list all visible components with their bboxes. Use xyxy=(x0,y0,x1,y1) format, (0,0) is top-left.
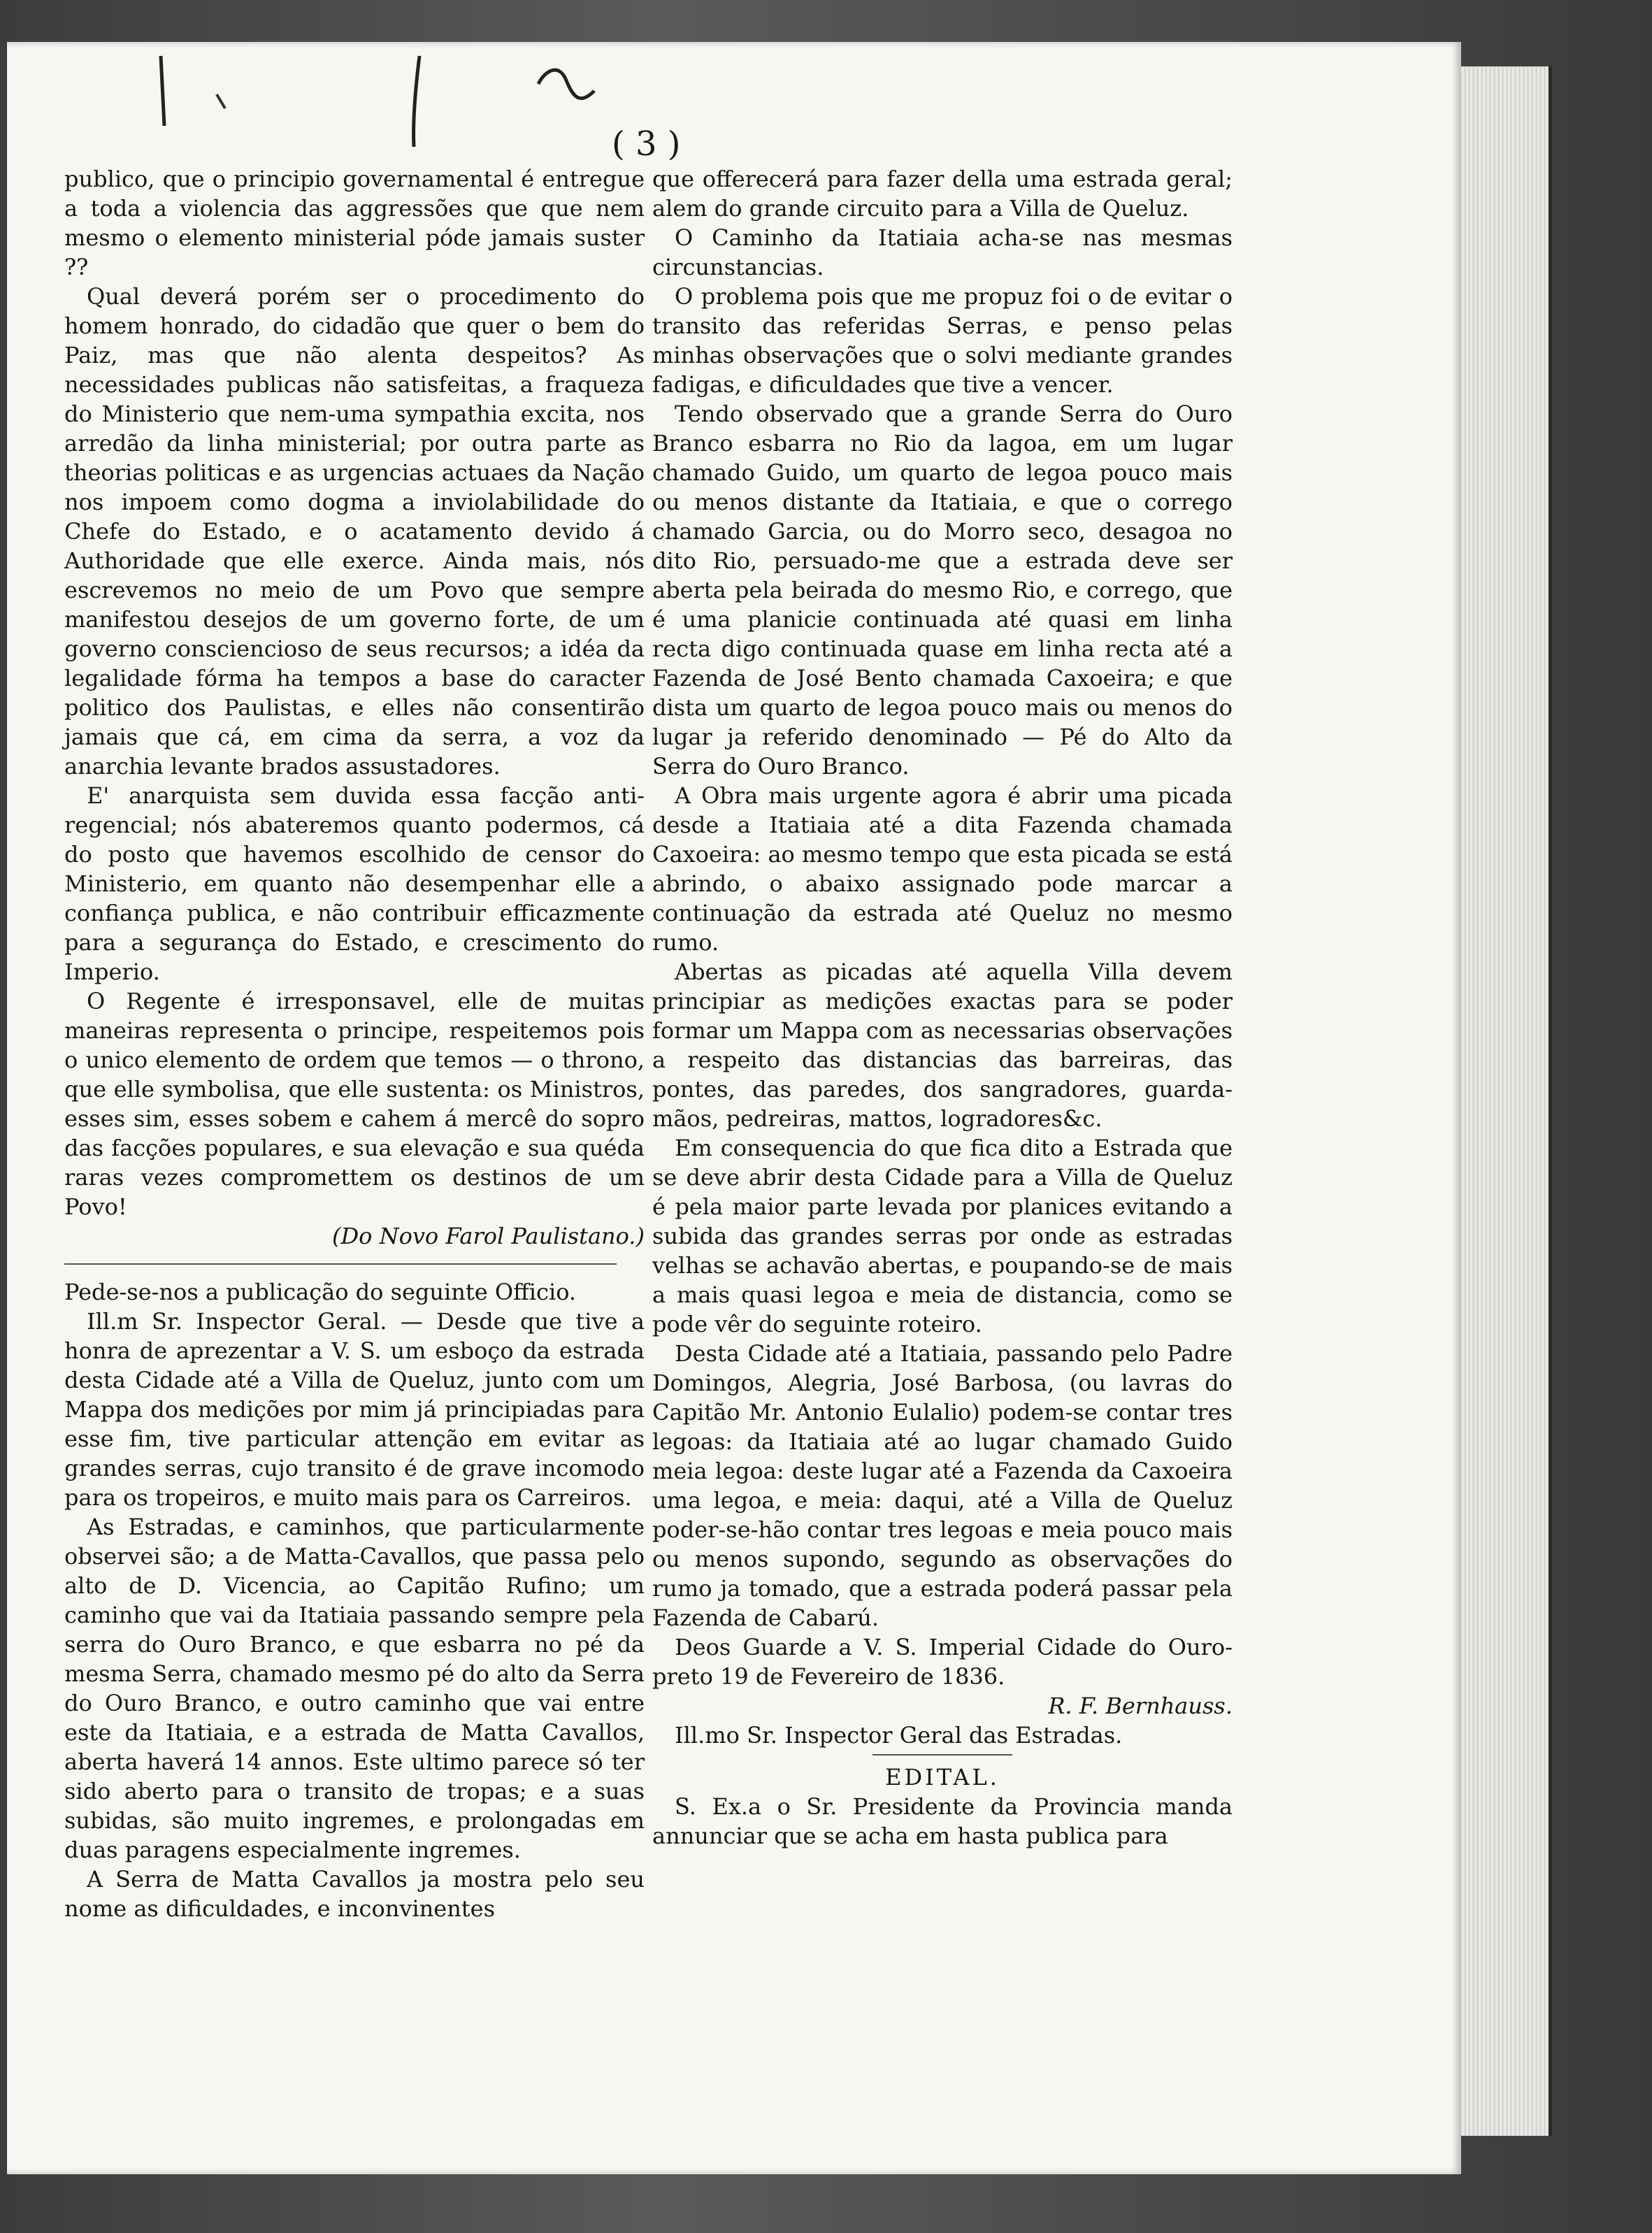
left-column xyxy=(64,164,645,1923)
letter-paragraph: Desta Cidade até a Itatiaia, passando pelo Padre Domingos, Alegria, José Barbosa, (ou lavras do Capitão Mr. Antonio Eulalio) podem-se contar tres legoas: da Itatiaia até ao lugar chamado Guido meia legoa: deste lugar até a Fazenda da Caxoeira uma legoa, e meia: daqui, até a Villa de Queluz poder-se-hão contar tres legoas e meia pouco mais ou menos supondo, segundo as observações do rumo ja tomado, que a estrada poderá passar pela Fazenda de Cabarú. xyxy=(652,1340,1233,1631)
article-paragraph: E' anarquista sem duvida essa facção anti-regencial; nós abateremos quanto podermos, cá do posto que havemos escolhido de censor do Ministerio, em quanto não desempenhar elle a confiança publica, e não contribuir efficazmente para a segurança do Estado, e crescimento do Imperio. xyxy=(64,782,645,985)
article-paragraph: Qual deverá porém ser o procedimento do homem honrado, do cidadão que quer o bem do Paiz, mas que não alenta despeitos? As necessidades publicas não satisfeitas, a fraqueza do Ministerio que nem-uma sympathia excita, nos arredão da linha ministerial; por outra parte as theorias politicas e as urgencias actuaes da Nação nos impoem como dogma a inviolabilidade do Chefe do Estado, e o acatamento devido á Authoridade que elle exerce. Ainda mais, nós escrevemos no meio de um Povo que sempre manifestou desejos de um governo forte, de um governo consciencioso de seus recursos; a idéa da legalidade fórma ha tempos a base do caracter politico dos Paulistas, e elles não consentirão jamais que cá, em cima da serra, a voz da anarchia levante brados assustadores. xyxy=(64,283,645,780)
letter-paragraph: O problema pois que me propuz foi o de evitar o transito das referidas Serras, e penso pelas minhas observações que o solvi mediante grandes fadigas, e dificuldades que tive a vencer. xyxy=(652,283,1233,398)
section-divider xyxy=(64,1263,617,1265)
signature: R. F. Bernhauss. xyxy=(1048,1693,1233,1719)
letter-paragraph: Ill.m Sr. Inspector Geral. — Desde que tive a honra de aprezentar a V. S. um esboço da estrada desta Cidade até a Villa de Queluz, junto com um Mappa dos medições por mim já principiadas para esse fim, tive particular attenção em evitar as grandes serras, cujo transito é de grave incomodo para os tropeiros, e muito mais para os Carreiros. xyxy=(64,1308,645,1511)
edital-heading: EDITAL. xyxy=(885,1764,1000,1790)
article-paragraph: O Regente é irresponsavel, elle de muitas maneiras representa o principe, respeitemos pois o unico elemento de ordem que temos — o throno, que elle symbolisa, que elle sustenta: os Ministros, esses sim, esses sobem e cahem á mercê do sopro das facções populares, e sua elevação e sua quéda raras vezes compromettem os destinos de um Povo! xyxy=(64,988,645,1220)
letter-paragraph: Deos Guarde a V. S. Imperial Cidade do Ouro-preto 19 de Fevereiro de 1836. xyxy=(652,1634,1233,1690)
letter-paragraph: As Estradas, e caminhos, que particularmente observei são; a de Matta-Cavallos, que passa pelo alto de D. Vicencia, ao Capitão Rufino; um caminho que vai da Itatiaia passando sempre pela serra do Ouro Branco, e que esbarra no pé da mesma Serra, chamado mesmo pé do alto da Serra do Ouro Branco, e outro caminho que vai entre este da Itatiaia, e a estrada de Matta Cavallos, aberta haverá 14 annos. Este ultimo parece só ter sido aberto para o transito de tropas; e a suas subidas, são muito ingremes, e prolongadas em duas paragens especialmente ingremes. xyxy=(64,1514,645,1863)
addressee: Ill.mo Sr. Inspector Geral das Estradas. xyxy=(675,1722,1123,1749)
letter-paragraph: O Caminho da Itatiaia acha-se nas mesmas circunstancias. xyxy=(652,224,1233,280)
request-heading: Pede-se-nos a publicação do seguinte Officio. xyxy=(64,1279,577,1305)
article-source: (Do Novo Farol Paulistano.) xyxy=(331,1223,645,1249)
letter-paragraph: que offerecerá para fazer della uma estrada geral; alem do grande circuito para a Villa de Queluz. xyxy=(652,166,1233,222)
letter-paragraph: Tendo observado que a grande Serra do Ouro Branco esbarra no Rio da lagoa, em um lugar chamado Guido, um quarto de legoa pouco mais ou menos distante da Itatiaia, e que o corrego chamado Garcia, ou do Morro seco, desagoa no dito Rio, persuado-me que a estrada deve ser aberta pela beirada do mesmo Rio, e corrego, que é uma planicie continuada até quasi em linha recta digo continuada quase em linha recta até a Fazenda de José Bento chamada Caxoeira; e que dista um quarto de legoa pouco mais ou menos do lugar ja referido denominado — Pé do Alto da Serra do Ouro Branco. xyxy=(652,401,1233,780)
edital-text: S. Ex.a o Sr. Presidente da Provincia manda annunciar que se acha em hasta publica para xyxy=(652,1793,1233,1849)
article-paragraph: publico, que o principio governamental é entregue a toda a violencia das aggressões que que nem mesmo o elemento ministerial póde jamais suster ?? xyxy=(64,166,645,280)
letter-paragraph: A Obra mais urgente agora é abrir uma picada desde a Itatiaia até a dita Fazenda chamada Caxoeira: ao mesmo tempo que esta picada se está abrindo, o abaixo assignado pode marcar a continuação da estrada até Queluz no mesmo rumo. xyxy=(652,782,1233,956)
letter-paragraph: Em consequencia do que fica dito a Estrada que se deve abrir desta Cidade para a Villa de Queluz é pela maior parte levada por planices evitando a subida das grandes serras por onde as estradas velhas se achavão abertas, e poupando-se de mais a mais quasi legoa e meia de distancia, como se pode vêr do seguinte roteiro. xyxy=(652,1135,1233,1337)
letter-paragraph: A Serra de Matta Cavallos ja mostra pelo seu nome as dificuldades, e inconvinentes xyxy=(64,1866,645,1922)
page-number: ( 3 ) xyxy=(612,124,681,164)
letter-paragraph: Abertas as picadas até aquella Villa devem principiar as medições exactas para se poder formar um Mappa com as necessarias observações a respeito das distancias das barreiras, das pontes, das paredes, dos sangradores, guarda-mãos, pedreiras, mattos, logradores&c. xyxy=(652,958,1233,1132)
book-page-edges xyxy=(1458,66,1552,2136)
edital-divider xyxy=(872,1754,1012,1755)
right-column xyxy=(652,164,1233,1851)
